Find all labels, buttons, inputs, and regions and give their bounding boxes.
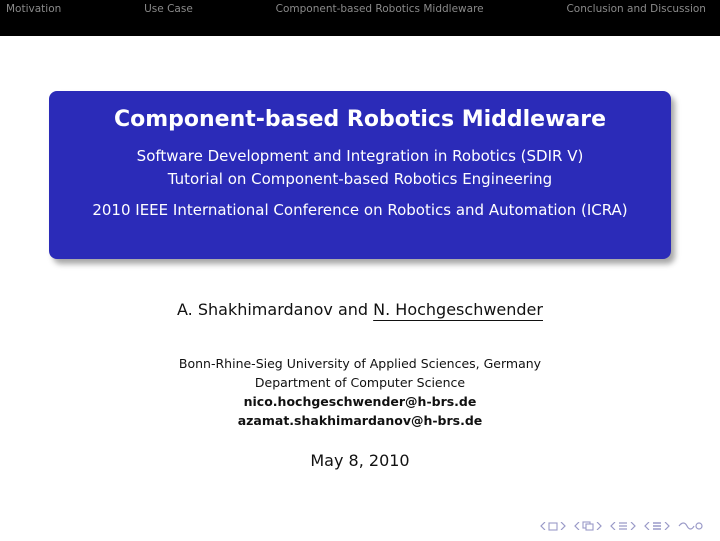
align-icon xyxy=(652,521,662,531)
conference-name: 2010 IEEE International Conference on Robotics and Automation (ICRA) xyxy=(92,201,628,219)
frame-navigation[interactable] xyxy=(540,522,566,531)
author-first: A. Shakhimardanov xyxy=(177,300,333,319)
presentation-navigation[interactable] xyxy=(644,521,670,531)
frame-icon xyxy=(548,522,558,531)
arrow-right-icon[interactable] xyxy=(630,522,636,530)
arrow-right-icon[interactable] xyxy=(664,522,670,530)
nav-item-middleware[interactable]: Component-based Robotics Middleware xyxy=(275,3,484,15)
email-azamat: azamat.shakhimardanov@h-brs.de xyxy=(237,413,483,428)
arrow-left-icon[interactable] xyxy=(574,522,580,530)
title-block xyxy=(49,91,671,259)
nav-item-use-case[interactable]: Use Case xyxy=(144,3,193,15)
arrow-right-icon[interactable] xyxy=(560,522,566,530)
presentation-subtitle xyxy=(49,145,671,191)
department-name: Department of Computer Science xyxy=(254,375,466,390)
search-control[interactable] xyxy=(678,521,704,531)
section-navigation-bar xyxy=(0,0,720,36)
university-name: Bonn-Rhine-Sieg University of Applied Sciences, Germany xyxy=(178,356,542,371)
arrow-left-icon[interactable] xyxy=(540,522,546,530)
nav-item-conclusion[interactable]: Conclusion and Discussion xyxy=(566,3,706,15)
section-icon xyxy=(618,521,628,531)
search-icon[interactable] xyxy=(678,521,704,531)
beamer-navigation-controls xyxy=(540,521,704,531)
author-second: N. Hochgeschwender xyxy=(373,300,543,319)
nav-item-motivation[interactable]: Motivation xyxy=(6,3,62,15)
presentation-title: Component-based Robotics Middleware xyxy=(113,107,607,132)
email-nico: nico.hochgeschwender@h-brs.de xyxy=(243,394,477,409)
subsection-navigation[interactable] xyxy=(574,521,602,531)
authors xyxy=(0,299,720,321)
subtitle-line-2: Tutorial on Component-based Robotics Engineering xyxy=(167,170,553,188)
subtitle-line-1: Software Development and Integration in Robotics (SDIR V) xyxy=(136,147,584,165)
subsection-icon xyxy=(582,521,594,531)
author-conjunction: and xyxy=(337,300,369,319)
arrow-right-icon[interactable] xyxy=(596,522,602,530)
arrow-left-icon[interactable] xyxy=(644,522,650,530)
institute-block xyxy=(0,354,720,430)
presentation-date: May 8, 2010 xyxy=(310,451,410,470)
arrow-left-icon[interactable] xyxy=(610,522,616,530)
section-navigation[interactable] xyxy=(610,521,636,531)
